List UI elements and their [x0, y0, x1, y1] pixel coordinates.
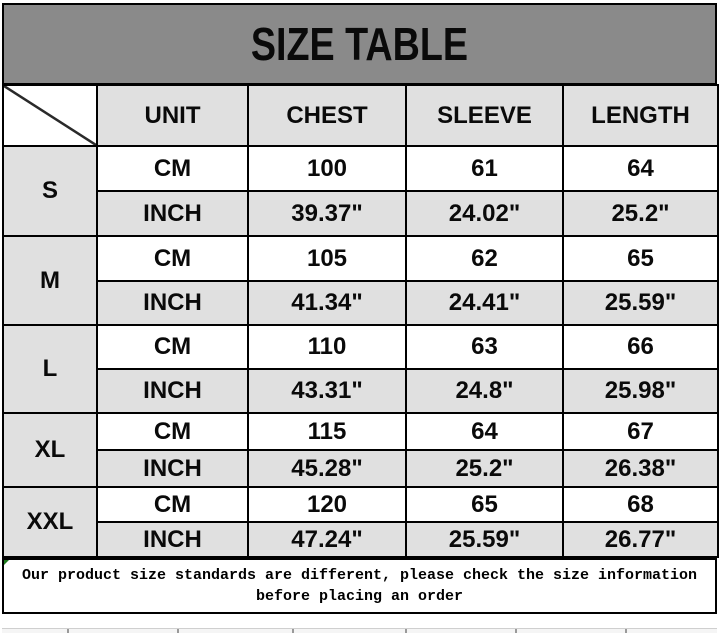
- diagonal-line: [4, 86, 96, 145]
- column-header-sleeve: SLEEVE: [406, 85, 563, 146]
- table-row: [3, 487, 718, 522]
- cell-value: 115: [248, 413, 406, 450]
- cell-value: 45.28": [248, 450, 406, 487]
- cell-value: 25.2": [406, 450, 563, 487]
- cell-value: 68: [563, 487, 718, 522]
- size-label-xl: XL: [3, 413, 97, 487]
- unit-label: CM: [97, 325, 248, 369]
- cell-value: 43.31": [248, 369, 406, 413]
- unit-label: INCH: [97, 369, 248, 413]
- cell-value: 65: [406, 487, 563, 522]
- cell-value: 24.41": [406, 281, 563, 325]
- diagonal-corner-cell: [3, 85, 97, 146]
- unit-label: CM: [97, 487, 248, 522]
- unit-label: CM: [97, 146, 248, 191]
- size-table: [2, 84, 719, 558]
- unit-label: INCH: [97, 191, 248, 236]
- table-row: [3, 146, 718, 191]
- column-header-chest: CHEST: [248, 85, 406, 146]
- unit-label: INCH: [97, 281, 248, 325]
- cell-value: 64: [406, 413, 563, 450]
- unit-label: CM: [97, 413, 248, 450]
- table-row: [3, 450, 718, 487]
- cell-value: 25.59": [563, 281, 718, 325]
- cell-value: 41.34": [248, 281, 406, 325]
- table-row: [3, 413, 718, 450]
- cell-value: 65: [563, 236, 718, 281]
- cell-value: 39.37": [248, 191, 406, 236]
- note-line-1: Our product size standards are different, please check the size information: [21, 567, 698, 584]
- cell-value: 62: [406, 236, 563, 281]
- table-row: [3, 191, 718, 236]
- table-row: [3, 369, 718, 413]
- cell-value: 61: [406, 146, 563, 191]
- table-row: [3, 281, 718, 325]
- cell-value: 105: [248, 236, 406, 281]
- page-title: SIZE TABLE: [250, 18, 469, 70]
- header-row: [3, 85, 718, 146]
- size-label-l: L: [3, 325, 97, 413]
- unit-label: INCH: [97, 450, 248, 487]
- note-line-2: before placing an order: [255, 588, 464, 605]
- unit-label: CM: [97, 236, 248, 281]
- cell-value: 67: [563, 413, 718, 450]
- cell-value: 26.38": [563, 450, 718, 487]
- cell-value: 24.8": [406, 369, 563, 413]
- green-corner-artifact: [4, 560, 9, 565]
- cell-value: 100: [248, 146, 406, 191]
- cell-value: 25.59": [406, 522, 563, 557]
- size-table-title-bar: [2, 3, 717, 84]
- cell-value: 64: [563, 146, 718, 191]
- cell-value: 25.2": [563, 191, 718, 236]
- cell-value: 120: [248, 487, 406, 522]
- cell-value: 47.24": [248, 522, 406, 557]
- cell-value: 66: [563, 325, 718, 369]
- size-note-box: [2, 558, 717, 614]
- table-row: [3, 522, 718, 557]
- cell-value: 26.77": [563, 522, 718, 557]
- cell-value: 110: [248, 325, 406, 369]
- size-label-m: M: [3, 236, 97, 325]
- size-chart-sheet: [2, 3, 717, 614]
- table-row: [3, 236, 718, 281]
- cell-value: 24.02": [406, 191, 563, 236]
- cut-off-next-row: [2, 628, 717, 633]
- column-header-unit: UNIT: [97, 85, 248, 146]
- size-label-s: S: [3, 146, 97, 236]
- cell-value: 63: [406, 325, 563, 369]
- size-label-xxl: XXL: [3, 487, 97, 557]
- table-row: [3, 325, 718, 369]
- cell-value: 25.98": [563, 369, 718, 413]
- unit-label: INCH: [97, 522, 248, 557]
- column-header-length: LENGTH: [563, 85, 718, 146]
